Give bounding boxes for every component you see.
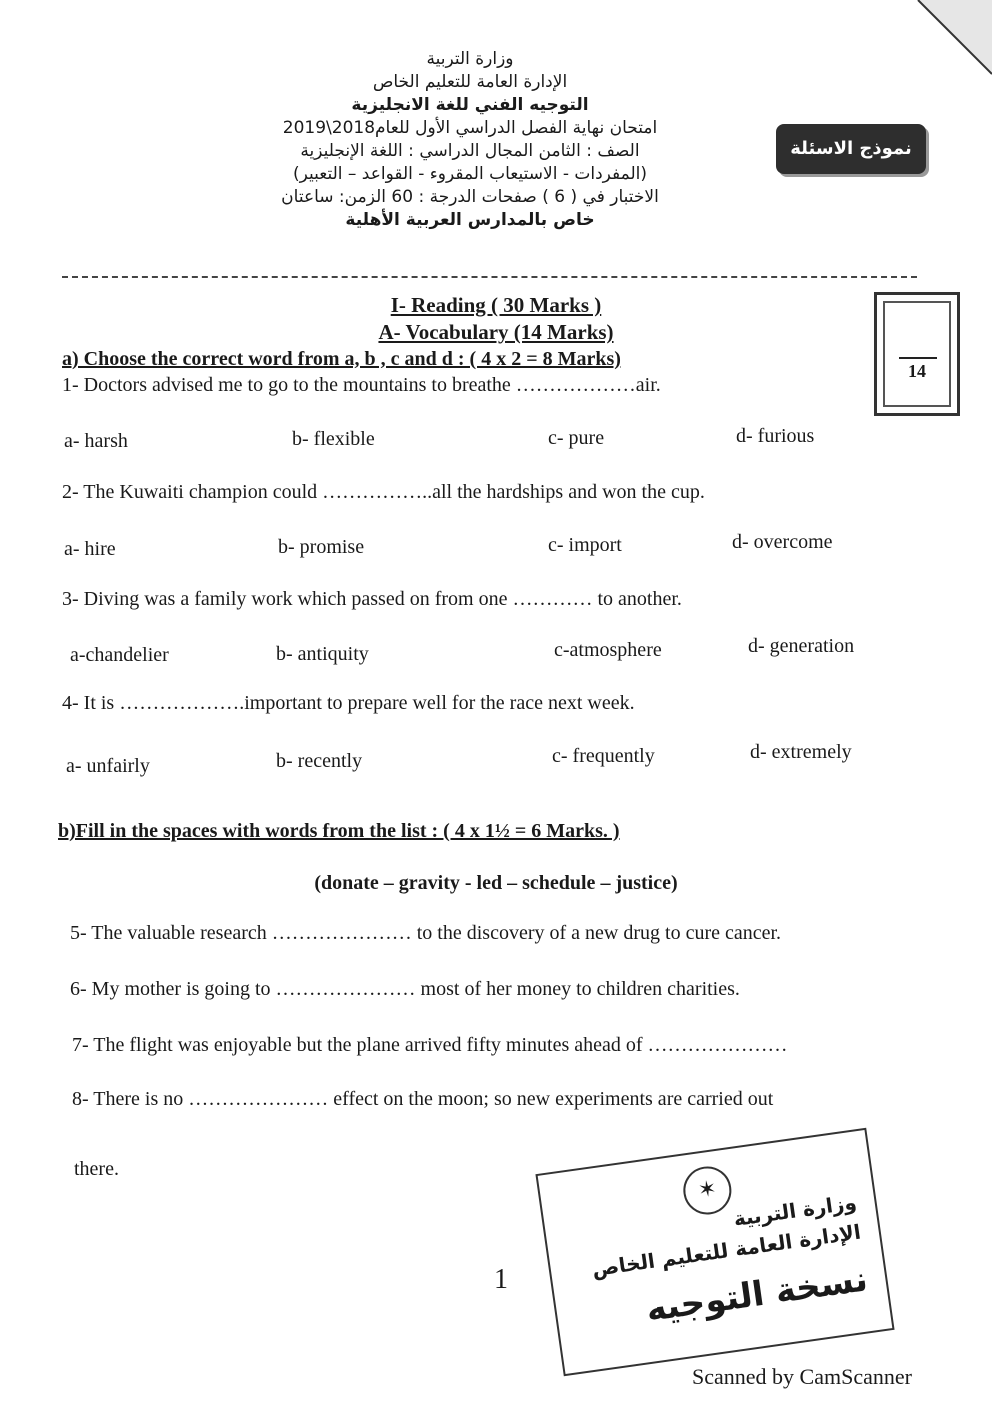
question-8: 8- There is no ………………… effect on the moon; so new experiments are carried out <box>72 1088 774 1110</box>
stamp-copy-label: نسخة التوجيه <box>643 1259 871 1330</box>
question-8-continuation: there. <box>74 1158 119 1180</box>
q1-option-a: a- harsh <box>64 430 128 452</box>
q4-option-b: b- recently <box>276 750 363 772</box>
subsection-title: A- Vocabulary (14 Marks) <box>378 320 614 344</box>
dashed-divider <box>62 276 917 278</box>
question-7: 7- The flight was enjoyable but the plane arrived fifty minutes ahead of ………………… <box>72 1034 788 1056</box>
question-6: 6- My mother is going to ………………… most of her money to children charities. <box>70 978 740 1000</box>
section-title: I- Reading ( 30 Marks ) <box>390 293 602 317</box>
supervision-line: التوجيه الفني للغة الانجليزية <box>351 95 589 115</box>
schools-line: خاص بالمدارس العربية الأهلية <box>345 210 595 230</box>
details-line: الاختبار في ( 6 ) صفحات الدرجة : 60 الزمن: ساعتان <box>281 187 659 207</box>
q4-option-c: c- frequently <box>552 745 655 767</box>
question-3: 3- Diving was a family work which passed on from one ………… to another. <box>62 588 682 610</box>
q3-option-d: d- generation <box>748 635 855 657</box>
scanner-watermark: Scanned by CamScanner <box>692 1364 912 1389</box>
question-5: 5- The valuable research ………………… to the discovery of a new drug to cure cancer. <box>70 922 782 944</box>
stamp-ministry: وزارة التربية <box>732 1189 859 1231</box>
q2-option-a: a- hire <box>64 538 116 560</box>
q3-option-c: c-atmosphere <box>554 639 662 661</box>
q4-option-a: a- unfairly <box>66 755 150 777</box>
emblem-icon: ✶ <box>680 1163 734 1217</box>
q1-option-d: d- furious <box>736 425 815 447</box>
skills-line: (المفردات - الاستيعاب المقروء - القواعد – التعبير) <box>292 164 648 184</box>
mark-line <box>899 357 937 359</box>
questions-model-badge: نموذج الاسئلة <box>776 124 926 174</box>
question-1: 1- Doctors advised me to go to the mountains to breathe ………………air. <box>62 374 661 396</box>
question-2: 2- The Kuwaiti champion could ……………..all the hardships and won the cup. <box>62 481 705 503</box>
exam-header <box>230 48 710 232</box>
page-number: 1 <box>494 1264 508 1295</box>
ministry-line: وزارة التربية <box>426 49 514 69</box>
official-stamp <box>535 1128 894 1376</box>
stamp-department: الإدارة العامة للتعليم الخاص <box>590 1219 863 1282</box>
question-4: 4- It is ……………….important to prepare well for the race next week. <box>62 692 635 714</box>
q2-option-c: c- import <box>548 534 622 556</box>
q2-option-b: b- promise <box>278 536 365 558</box>
exam-line: امتحان نهاية الفصل الدراسي الأول للعام2018\2019 <box>282 118 658 138</box>
word-list: (donate – gravity - led – schedule – justice) <box>314 872 678 894</box>
folded-corner <box>900 0 992 92</box>
q1-option-b: b- flexible <box>292 428 375 450</box>
q3-option-a: a-chandelier <box>70 644 169 666</box>
part-b-instruction: b)Fill in the spaces with words from the list : ( 4 x 1½ = 6 Marks. ) <box>58 820 620 842</box>
part-a-instruction: a) Choose the correct word from a, b , c and d : ( 4 x 2 = 8 Marks) <box>62 348 621 370</box>
q2-option-d: d- overcome <box>732 531 833 553</box>
q4-option-d: d- extremely <box>750 741 852 763</box>
grade-subject-line: الصف : الثامن المجال الدراسي : اللغة الإنجليزية <box>300 141 640 161</box>
mark-value: 14 <box>908 361 926 381</box>
q1-option-c: c- pure <box>548 427 605 449</box>
department-line: الإدارة العامة للتعليم الخاص <box>372 72 568 92</box>
q3-option-b: b- antiquity <box>276 643 369 665</box>
